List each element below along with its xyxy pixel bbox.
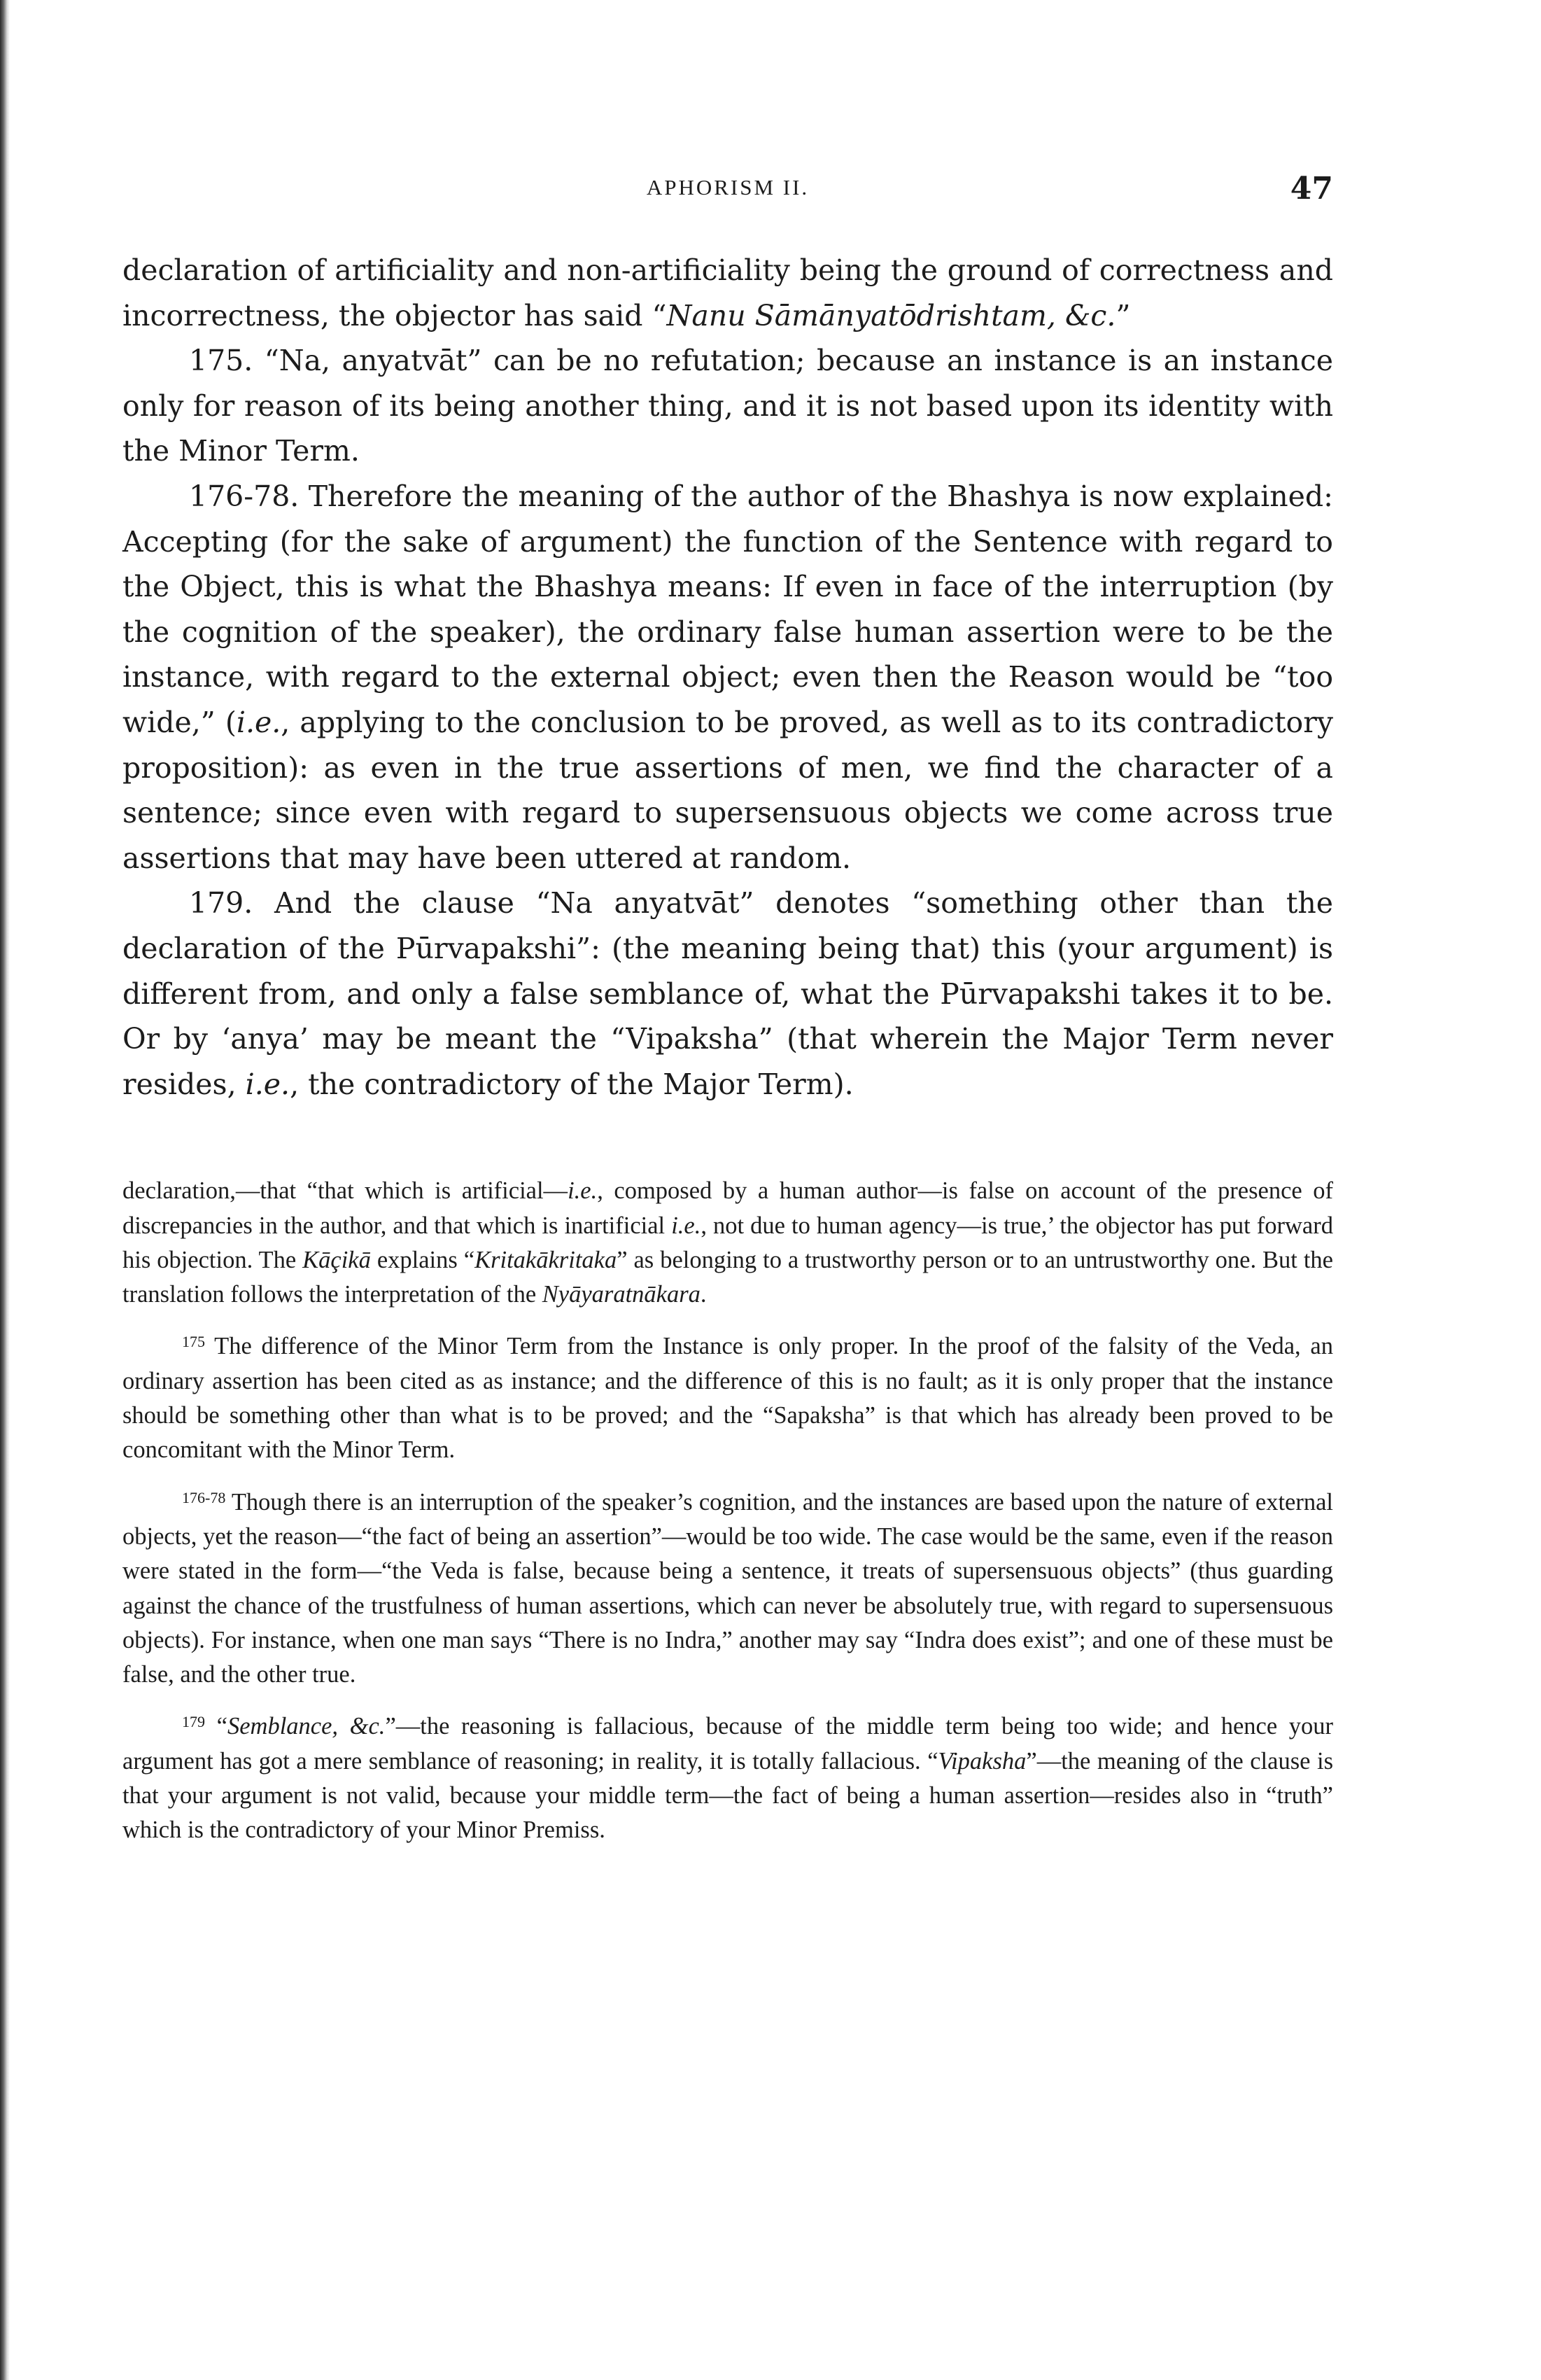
- text-run: 176-78. Therefore the meaning of the author of the Bhashya is now explained: Accepting (for the sake of argument) the function of the Sentence with regard to the Object, this is what the Bhashya means: If even in face of the interruption (by the cognition of the speaker), the ordinary false human assertion were to be the instance, with regard to the external object; even then the Reason would be “too wide,” (: [122, 479, 1333, 739]
- italic-run: Nyāyaratnākara: [542, 1281, 701, 1308]
- footnotes: [122, 1174, 1333, 1847]
- text-run: , the contradictory of the Major Term).: [290, 1067, 854, 1101]
- italic-run: Nanu Sāmānyatōdrishtam, &c.: [666, 298, 1116, 332]
- text-run: declaration,—that “that which is artificial—: [122, 1177, 568, 1205]
- italic-run: i.e.: [568, 1177, 598, 1205]
- text-run: explains “: [370, 1246, 475, 1273]
- italic-run: Vipaksha: [938, 1747, 1027, 1774]
- footnote-number: 179: [182, 1713, 205, 1731]
- italic-run: i.e.: [236, 705, 281, 739]
- italic-run: Semblance, &c.: [227, 1713, 386, 1740]
- page-number: 47: [1290, 171, 1333, 206]
- italic-run: i.e.: [671, 1212, 701, 1239]
- footnote-175: [122, 1324, 1333, 1467]
- text-run: , applying to the conclusion to be proved, as well as to its contradictory proposition): as even in the true assertions of men, we find the character of a sentence; since even with regard to supersensuous objects we come across true assertions that may have been uttered at random.: [122, 705, 1333, 875]
- footnote-text: Though there is an interruption of the speaker’s cognition, and the instances are based upon the nature of external objects, yet the reason—“the fact of being an assertion”—would be too wide. The case would be the same, even if the reason were stated in the form—“the Veda is false, because being a sentence, it treats of supersensuous objects” (thus guarding against the chance of the trustfulness of human assertions, which can never be absolutely true, with regard to supersensuous objects). For instance, when one man says “There is no Indra,” another may say “Indra does exist”; and one of these must be false, and the other true.: [122, 1488, 1333, 1688]
- footnote-number: 176-78: [182, 1488, 226, 1506]
- book-page: [122, 171, 1334, 1848]
- text-run: ”: [1116, 298, 1131, 332]
- text-run: 179. And the clause “Na anyatvāt” denotes “something other than the declaration of the Pūrvapakshi”: (the meaning being that) this (your argument) is different from, and only a false semblance of, what the Pūrvapakshi takes it to be. Or by ‘anya’ may be meant the “Vipaksha” (that wherein the Major Term never resides,: [122, 886, 1333, 1101]
- text-run: , composed by a human author—is false on account of the presence of discrepancies in the author, and that which is inartificial: [122, 1177, 1333, 1239]
- text-run: “: [216, 1713, 227, 1740]
- footnote-176-78: [122, 1480, 1333, 1693]
- footnote-continued: [122, 1174, 1333, 1312]
- italic-run: i.e.: [245, 1067, 290, 1101]
- text-run: declaration of artificiality and non-artificiality being the ground of correctness and incorrectness, the objector has said “: [122, 253, 1333, 332]
- text-run: ” as belonging to a trustworthy person or to an untrustworthy one. But the translation follows the interpretation of the: [122, 1246, 1333, 1308]
- footnote-179: [122, 1704, 1333, 1847]
- paragraph-176-78: [122, 474, 1333, 881]
- text-run: ”—the meaning of the clause is that your argument is not valid, because your middle term—the fact of being a human assertion—resides also in “truth” which is the contradictory of your Minor Premiss.: [122, 1747, 1334, 1844]
- text-run: .: [700, 1281, 707, 1308]
- scan-edge: [0, 0, 10, 2380]
- footnote-number: 175: [182, 1333, 205, 1351]
- footnote-text: The difference of the Minor Term from the Instance is only proper. In the proof of the falsity of the Veda, an ordinary assertion has been cited as as instance; and the difference of this is no fault; as it is only proper that the instance should be something other than what is to be proved; and the “Sapaksha” is that which has already been proved to be concomitant with the Minor Term.: [122, 1333, 1333, 1464]
- text-run: , not due to human agency—is true,’ the objector has put forward his objection. The: [122, 1212, 1333, 1273]
- main-text: [122, 248, 1333, 1107]
- intro-paragraph: [122, 248, 1333, 338]
- paragraph-175: 175. “Na, anyatvāt” can be no refutation; because an instance is an instance only for reason of its being another thing, and it is not based upon its identity with the Minor Term.: [122, 344, 1333, 468]
- running-head-title: APHORISM II.: [646, 175, 810, 200]
- paragraph-179: [122, 881, 1333, 1107]
- italic-run: Kritakākritaka: [474, 1246, 617, 1273]
- text-run: ”—the reasoning is fallacious, because of the middle term being too wide; and hence your argument has got a mere semblance of reasoning; in reality, it is totally fallacious. “: [122, 1713, 1334, 1774]
- running-head: [122, 171, 1333, 217]
- italic-run: Kāçikā: [302, 1246, 371, 1273]
